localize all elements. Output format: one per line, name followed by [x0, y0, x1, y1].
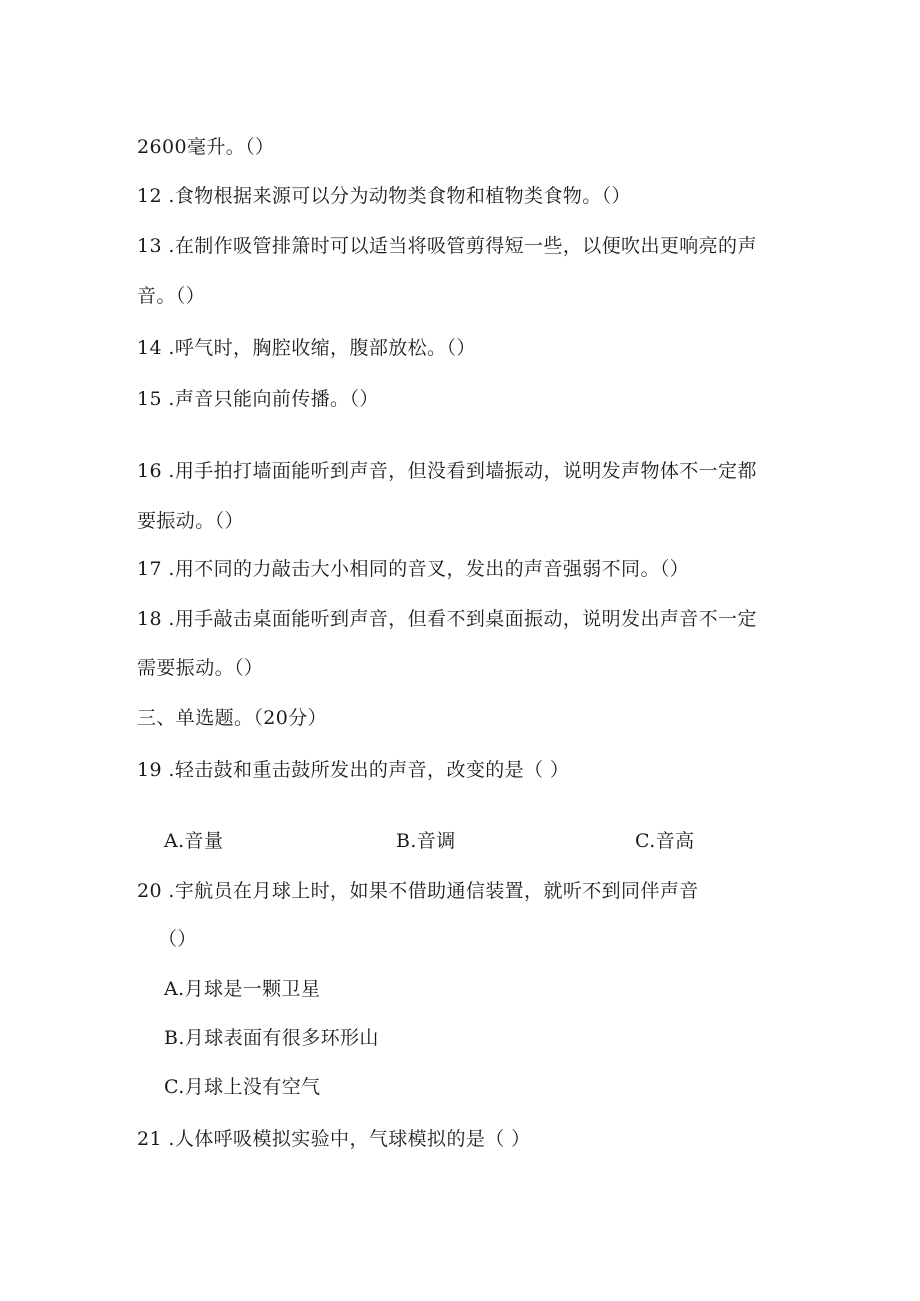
- q20-option-b: B.月球表面有很多环形山: [164, 1027, 379, 1049]
- q18-text: 18 .用手敲击桌面能听到声音，但看不到桌面振动，说明发出声音不一定: [137, 608, 757, 630]
- q11-continuation: 2600毫升。（）: [137, 136, 275, 158]
- q17-text: 17 .用不同的力敲击大小相同的音叉，发出的声音强弱不同。（）: [137, 558, 690, 580]
- q21-text: 21 .人体呼吸模拟实验中，气球模拟的是（ ）: [137, 1128, 531, 1150]
- q18-continuation: 需要振动。（）: [137, 657, 264, 679]
- q19-option-b: B.音调: [396, 830, 456, 852]
- q16-continuation: 要振动。（）: [137, 510, 244, 532]
- q20-option-c: C.月球上没有空气: [164, 1076, 321, 1098]
- q20-option-a: A.月球是一颗卫星: [164, 978, 321, 1000]
- q15-text: 15 .声音只能向前传播。（）: [137, 388, 379, 410]
- q12-text: 12 .食物根据来源可以分为动物类食物和植物类食物。（）: [137, 185, 631, 207]
- q19-text: 19 .轻击鼓和重击鼓所发出的声音，改变的是（ ）: [137, 759, 570, 781]
- q14-text: 14 .呼气时，胸腔收缩，腹部放松。（）: [137, 337, 476, 359]
- q20-text: 20 .宇航员在月球上时，如果不借助通信装置，就听不到同伴声音: [137, 880, 699, 902]
- q13-text: 13 .在制作吸管排箫时可以适当将吸管剪得短一些，以便吹出更响亮的声: [137, 235, 757, 257]
- q20-answer-bracket: （）: [158, 928, 197, 950]
- q19-option-a: A.音量: [164, 830, 224, 852]
- q13-continuation: 音。（）: [137, 285, 206, 307]
- section-heading: 三、单选题。（20分）: [137, 707, 328, 729]
- q16-text: 16 .用手拍打墙面能听到声音，但没看到墙振动，说明发声物体不一定都: [137, 460, 757, 482]
- q19-option-c: C.音高: [635, 830, 695, 852]
